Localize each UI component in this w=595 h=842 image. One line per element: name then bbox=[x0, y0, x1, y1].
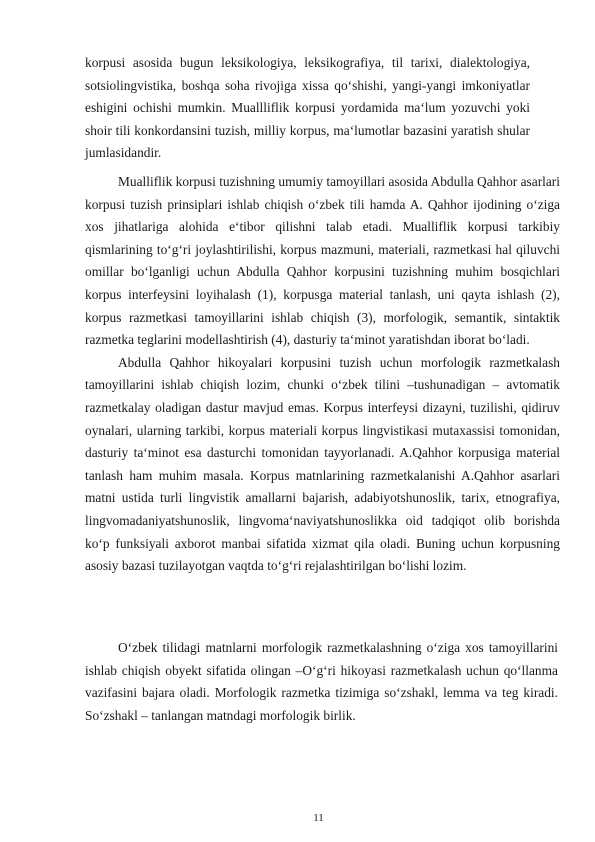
paragraph-morphological-markup: Abdulla Qahhor hikoyalari korpusini tuzish uchun morfologik razmetkalash tamoyillarini ishlab chiqish lozim, chunki o‘zbek tilini –tushunadigan – avtomatik razmetkalay oladigan dastur mavjud emas. Korpus interfeysi dizayni, tuzilishi, qidiruv oynalari, ularning tarkibi, korpus materiali korpus lingvistikasi mutaxassisi tomonidan, dasturiy ta‘minot esa dasturchi tomonidan tayyorlanadi. A.Qahhor korpusiga material tanlash ham muhim masala. Korpus matnlarining razmetkalanishi A.Qahhor asarlari matni ustida turli lingvistik amallarni bajarish, adabiyotshunoslik, tarix, etnografiya, lingvomadaniyatshunoslik, lingvoma‘naviyatshunoslikka oid tadqiqot olib borishda ko‘p funksiyali axborot manbai sifatida xizmat qila oladi. Buning uchun korpusning asosiy bazasi tuzilayotgan vaqtda to‘g‘ri rejalashtirilgan bo‘lishi lozim. bbox=[85, 354, 560, 574]
text-block-main bbox=[85, 171, 560, 578]
paragraph-wordform: O‘zbek tilidagi matnlarni morfologik razmetkalashning o‘ziga xos tamoyillarini ishlab chiqish obyekt sifatida olingan –O‘g‘ri hikoyasi razmetkalash uchun qo‘llanma vazifasini bajara oladi. Morfologik razmetka tizimiga so‘zshakl, lemma va teg kiradi. So‘zshakl – tanlangan matndagi morfologik birlik. bbox=[85, 640, 558, 723]
paragraph-continuation: korpusi asosida bugun leksikologiya, leksikografiya, til tarixi, dialektologiya, sotsiolingvistika, boshqa soha rivojiga xissa qo‘shishi, yangi-yangi imkoniyatlar eshigini ochishi mumkin. Muallliflik korpusi yordamida ma‘lum yozuvchi yoki shoir tili konkordansini tuzish, milliy korpus, ma‘lumotlar bazasini yaratish shular jumlasidandir. bbox=[85, 55, 530, 161]
text-block-bottom bbox=[85, 637, 558, 727]
text-block-top bbox=[85, 52, 530, 165]
paragraph-principles: Mualliflik korpusi tuzishning umumiy tamoyillari asosida Abdulla Qahhor asarlari korpusi tuzish prinsiplari ishlab chiqish o‘zbek tili hamda A. Qahhor ijodining o‘ziga xos jihatlariga alohida e‘tibor qilishni talab etadi. Mualliflik korpusi tarkibiy qismlarining to‘g‘ri joylashtirilishi, korpus mazmuni, materiali, razmetkasi hal qiluvchi omillar bo‘lganligi uchun Abdulla Qahhor korpusini tuzishning muhim bosqichlari korpus interfeysini loyihalash (1), korpusga material tanlash, uni qayta ishlash (2), korpus razmetkasi tamoyillarini ishlab chiqish (3), morfologik, semantik, sintaktik razmetka teglarini modellashtirish (4), dasturiy ta‘minot yaratishdan iborat bo‘ladi. bbox=[85, 174, 560, 348]
page-number: 11 bbox=[313, 812, 324, 824]
